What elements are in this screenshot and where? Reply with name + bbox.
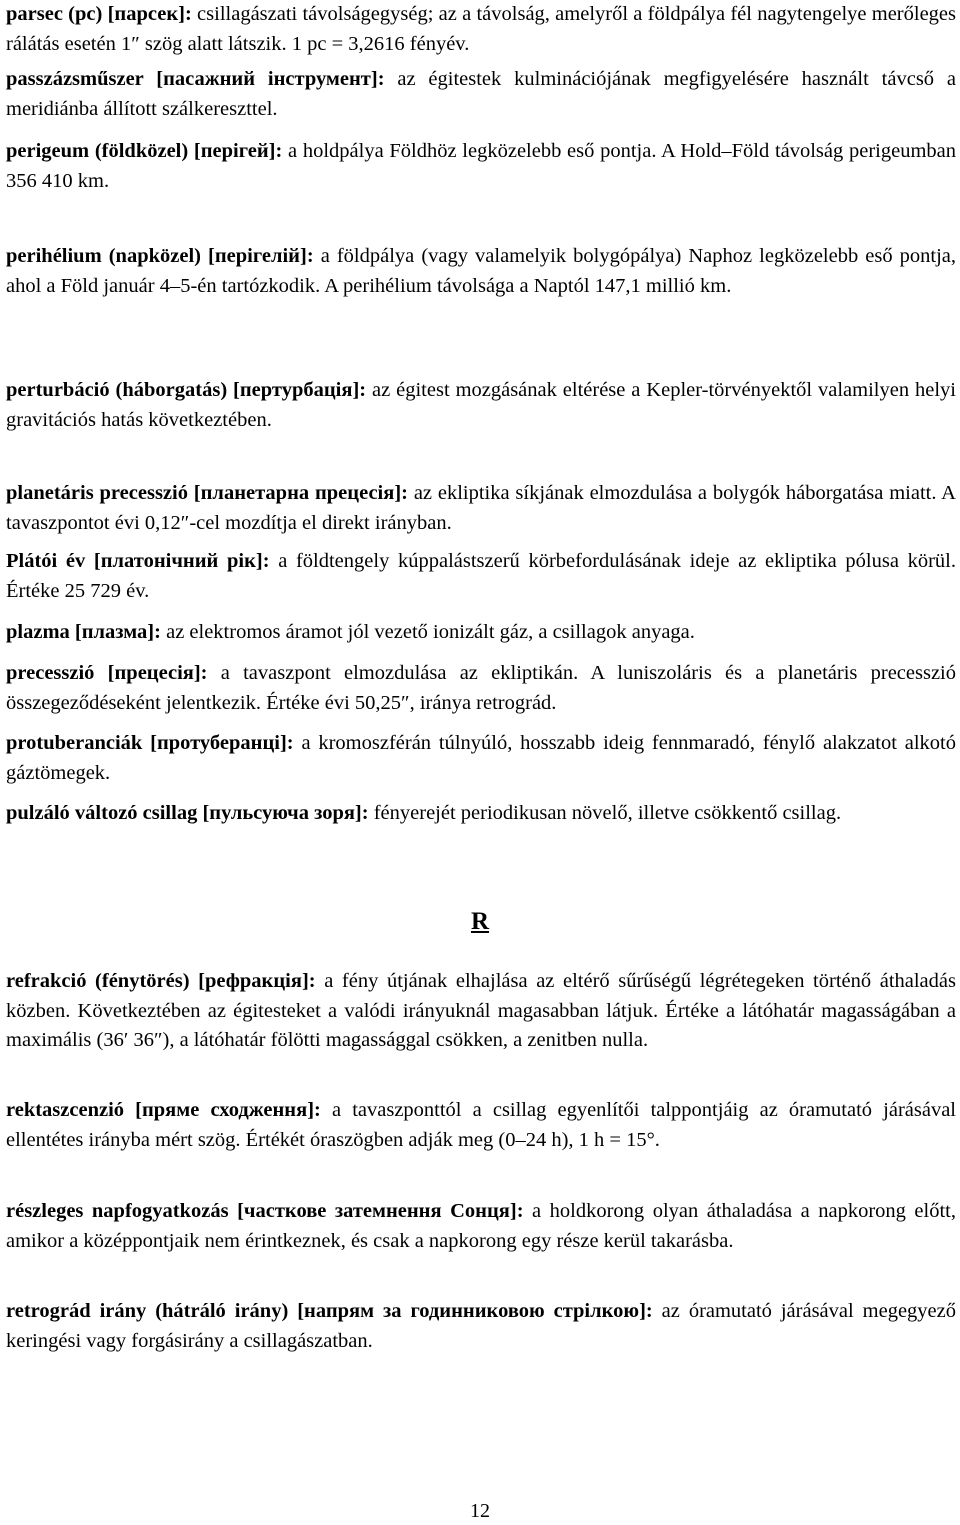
entry-definition: csillagászati távolságegység; az a távolság, amelyről a földpálya fél nagytengelye merőleges rálátás esetén 1″ szög alatt látszik. 1 pc = 3,2616 fényév. [6, 3, 956, 55]
entry-definition: a holdpálya Földhöz legközelebb eső pontja. A Hold–Föld távolság perigeumban 356 410 km. [6, 140, 956, 192]
entry-plazma [6, 618, 956, 648]
entry-definition: a tavaszponttól a csillag egyenlítői talppontjáig az óramutató járásával ellentétes irányba mért szög. Értékét óraszögben adják meg (0–24 h), 1 h = 15°. [6, 1099, 957, 1151]
entry-perturbacio [6, 376, 956, 435]
entry-term: retrográd irány (hátráló irány) [напрям за годинниковою стрілкою]: [6, 1300, 653, 1322]
entry-definition: az óramutató járásával megegyező keringési vagy forgásirány a csillagászatban. [6, 1300, 956, 1352]
entry-refrakcio [6, 967, 956, 1056]
entry-definition: az égitestek kulminációjának megfigyelésére használt távcső a meridiánba állított szálkereszttel. [6, 68, 956, 120]
entry-definition: az elektromos áramot jól vezető ionizált gáz, a csillagok anyaga. [160, 621, 695, 643]
entry-definition: a földpálya (vagy valamelyik bolygópálya) Naphoz legközelebb eső pontja, ahol a Föld január 4–5-én tartózkodik. A perihélium távolsága a Naptól 147,1 millió km. [6, 245, 957, 297]
entry-term: pulzáló változó csillag [пульсуюча зоря]: [6, 802, 369, 824]
entry-term: perihélium (napközel) [перігелій]: [6, 245, 314, 267]
entry-reszleges-napfogyatkozas [6, 1197, 956, 1256]
entry-definition: a kromoszférán túlnyúló, hosszabb ideig fennmaradó, fénylő alakzatot alkotó gáztömegek. [6, 732, 956, 784]
entry-rektaszcenzio [6, 1096, 956, 1155]
entry-term: parsec (pc) [парсек]: [6, 3, 192, 25]
entry-platoi-ev [6, 547, 956, 606]
entry-parsec [6, 0, 956, 59]
entry-term: Plátói év [платонічний рік]: [6, 550, 270, 572]
entry-term: protuberanciák [протуберанці]: [6, 732, 294, 754]
entry-term: precesszió [прецесія]: [6, 662, 208, 684]
entry-term: refrakció (fénytörés) [рефракція]: [6, 970, 316, 992]
entry-passzazsmuszer [6, 65, 956, 124]
page-number: 12 [470, 1500, 490, 1522]
entry-planetaris-precesszio [6, 479, 956, 538]
entry-perigeum [6, 137, 956, 196]
entry-term: planetáris precesszió [планетарна прецесія]: [6, 482, 408, 504]
entry-definition: a tavaszpont elmozdulása az ekliptikán. A luniszoláris és a planetáris precesszió összegeződéseként jelentkezik. Értéke évi 50,25″, iránya retrográd. [6, 662, 956, 714]
entry-definition: fényerejét periodikusan növelő, illetve csökkentő csillag. [368, 802, 842, 824]
entry-retrograd-irany [6, 1297, 956, 1356]
entry-term: részleges napfogyatkozás [часткове затемнення Сонця]: [6, 1200, 524, 1222]
entry-term: rektaszcenzió [пряме сходження]: [6, 1099, 321, 1121]
entry-pulzalo-valtozo-csillag [6, 799, 956, 829]
entry-definition: az égitest mozgásának eltérése a Kepler-törvényektől valamilyen helyi gravitációs hatás következtében. [6, 379, 956, 431]
entry-definition: az ekliptika síkjának elmozdulása a bolygók háborgatása miatt. A tavaszpontot évi 0,12″-cel mozdítja el direkt irányban. [6, 482, 956, 534]
entry-precesszio [6, 659, 956, 718]
entry-term: perturbáció (háborgatás) [пертурбація]: [6, 379, 367, 401]
entry-term: plazma [плазма]: [6, 621, 161, 643]
section-heading-letter: R [470, 908, 490, 935]
entry-definition: a fény útjának elhajlása az eltérő sűrűségű légrétegeken történő áthaladás közben. Következtében az égitesteket a valódi irányuknál magasabban látjuk. Értéke a látóhatár magasságában a maximális (36′ 36″), a látóhatár fölötti magassággal csökken, a zenitben nulla. [6, 970, 956, 1051]
entry-term: passzázsműszer [пасажний інструмент]: [6, 68, 385, 90]
entry-term: perigeum (földközel) [перігей]: [6, 140, 283, 162]
entry-perihelium [6, 242, 956, 301]
entry-definition: a holdkorong olyan áthaladása a napkorong előtt, amikor a középpontjaik nem érintkeznek, és csak a napkorong egy része kerül takarásba. [6, 1200, 956, 1252]
entry-protuberanciak [6, 729, 956, 788]
entry-definition: a földtengely kúppalástszerű körbefordulásának ideje az ekliptika pólusa körül. Értéke 25 729 év. [6, 550, 957, 602]
